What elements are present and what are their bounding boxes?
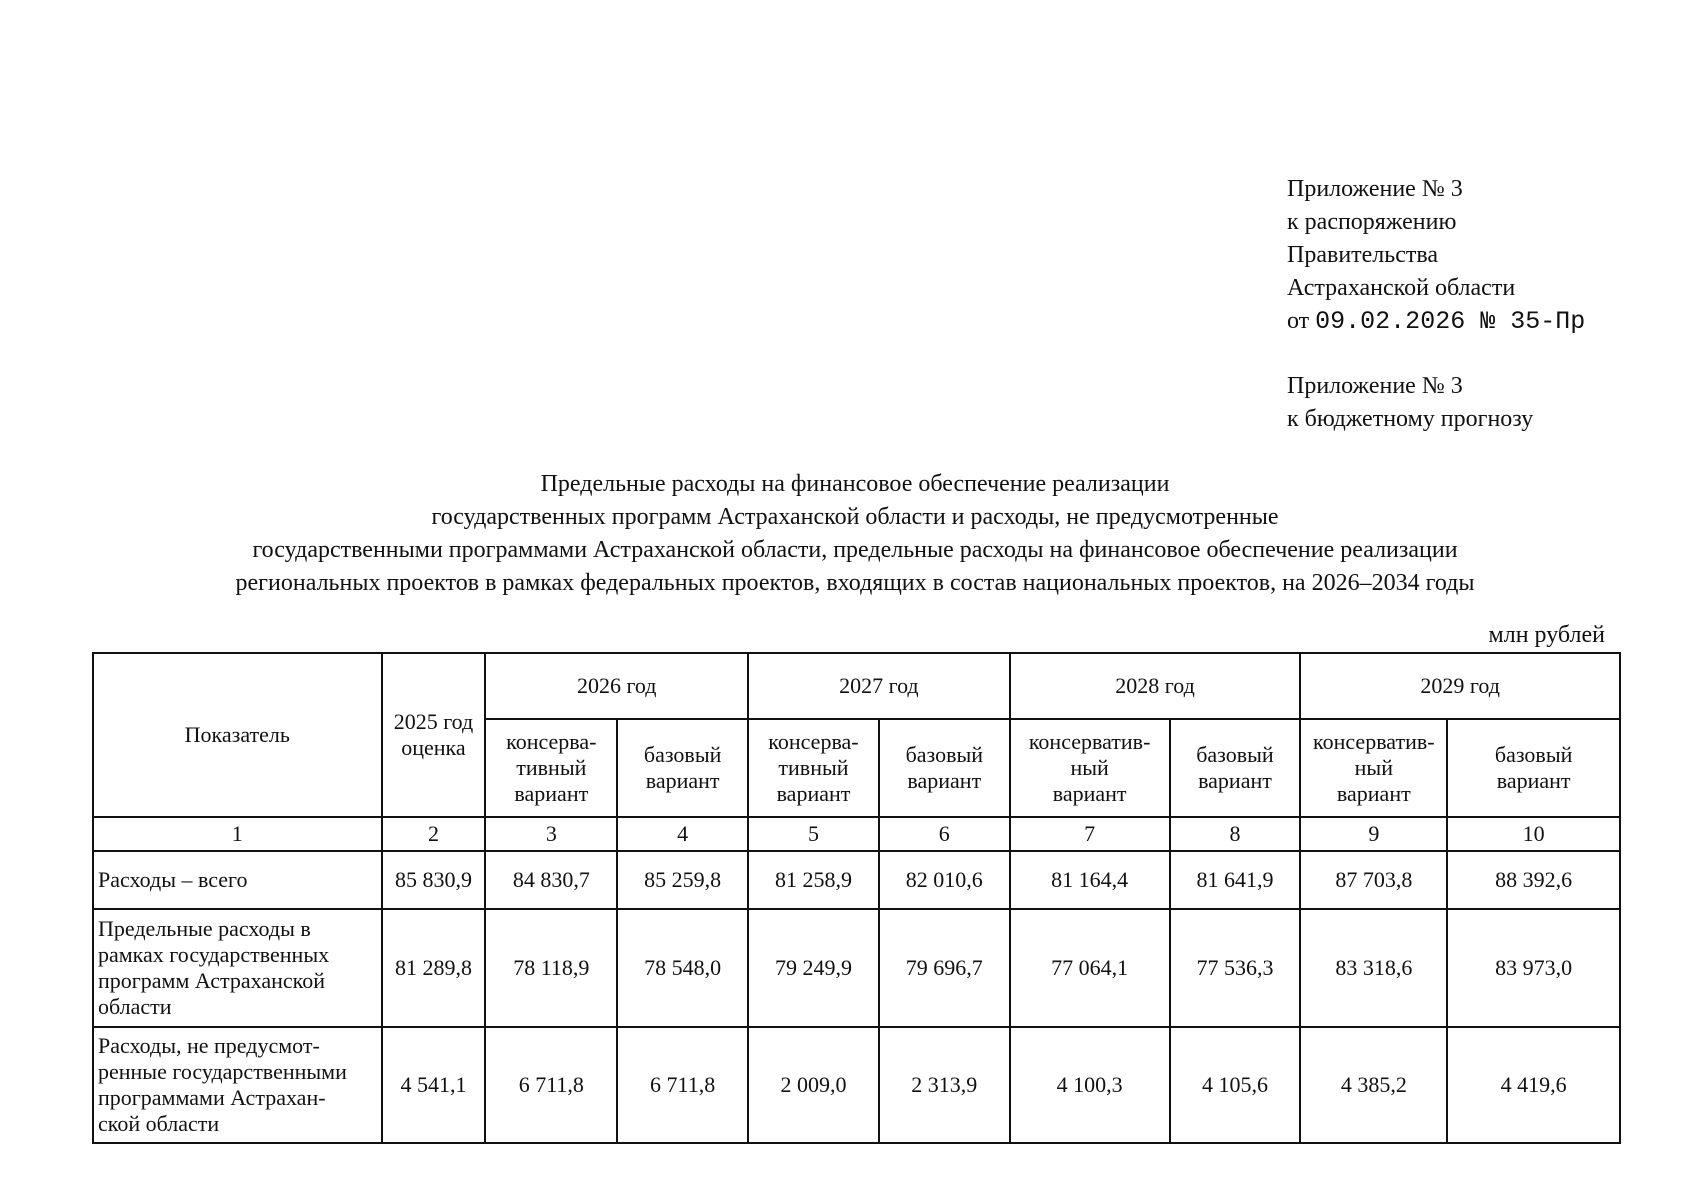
variant-line: вариант bbox=[1496, 768, 1571, 793]
header-2025-line: оценка bbox=[401, 735, 466, 760]
variant-line: ный bbox=[1070, 755, 1109, 780]
column-number-row bbox=[93, 817, 1620, 851]
variant-line: вариант bbox=[776, 781, 851, 806]
row-label bbox=[93, 1027, 382, 1143]
header-variant-2027-base bbox=[879, 719, 1010, 817]
row-label-line: ской области bbox=[98, 1111, 220, 1136]
column-number: 7 bbox=[1010, 817, 1170, 851]
variant-line: вариант bbox=[1052, 781, 1127, 806]
table-cell: 87 703,8 bbox=[1300, 851, 1447, 909]
table-cell: 79 696,7 bbox=[879, 909, 1010, 1027]
header-variant-2026-conservative bbox=[485, 719, 617, 817]
row-label-line: программами Астрахан- bbox=[98, 1085, 326, 1110]
column-number: 9 bbox=[1300, 817, 1447, 851]
variant-line: тивный bbox=[516, 755, 587, 780]
header-2025 bbox=[382, 653, 486, 817]
header-year-2029: 2029 год bbox=[1300, 653, 1620, 719]
table-cell: 4 541,1 bbox=[382, 1027, 486, 1143]
date-prefix: от bbox=[1287, 308, 1310, 334]
title-line: государственных программ Астраханской области и расходы, не предусмотренные bbox=[431, 504, 1279, 530]
document-title bbox=[95, 468, 1615, 600]
table-row-program-limits bbox=[93, 909, 1620, 1027]
appendix-line: Астраханской области bbox=[1287, 275, 1516, 301]
table-cell: 81 164,4 bbox=[1010, 851, 1170, 909]
appendix-date-line bbox=[1287, 305, 1585, 338]
table-cell: 4 100,3 bbox=[1010, 1027, 1170, 1143]
column-number: 4 bbox=[617, 817, 748, 851]
table-cell: 2 313,9 bbox=[879, 1027, 1010, 1143]
variant-line: вариант bbox=[514, 781, 589, 806]
table-cell: 85 830,9 bbox=[382, 851, 486, 909]
table-cell: 85 259,8 bbox=[617, 851, 748, 909]
table-cell: 82 010,6 bbox=[879, 851, 1010, 909]
row-label-line: Расходы, не предусмот- bbox=[98, 1033, 320, 1058]
table-cell: 77 064,1 bbox=[1010, 909, 1170, 1027]
column-number: 6 bbox=[879, 817, 1010, 851]
table-row-non-program-expenses bbox=[93, 1027, 1620, 1143]
table-cell: 88 392,6 bbox=[1447, 851, 1620, 909]
title-line: государственными программами Астраханской области, предельные расходы на финансовое обеспечение реализации bbox=[252, 537, 1458, 563]
column-number: 10 bbox=[1447, 817, 1620, 851]
appendix-line: Приложение № 3 bbox=[1287, 373, 1463, 399]
row-label-line: Предельные расходы в bbox=[98, 916, 311, 941]
table-cell: 77 536,3 bbox=[1170, 909, 1301, 1027]
row-label-line: ренные государственными bbox=[98, 1059, 347, 1084]
table-cell: 78 118,9 bbox=[485, 909, 617, 1027]
date-stamp: 09.02.2026 № 35-Пр bbox=[1315, 307, 1586, 336]
table-cell: 4 419,6 bbox=[1447, 1027, 1620, 1143]
column-number: 1 bbox=[93, 817, 382, 851]
table-row-total-expenses bbox=[93, 851, 1620, 909]
variant-line: базовый bbox=[1494, 742, 1573, 767]
header-year-2026: 2026 год bbox=[485, 653, 748, 719]
row-label bbox=[93, 851, 382, 909]
column-number: 3 bbox=[485, 817, 617, 851]
row-label-line: рамках государственных bbox=[98, 942, 330, 967]
variant-line: базовый bbox=[905, 742, 984, 767]
header-variant-2029-conservative bbox=[1300, 719, 1447, 817]
variant-line: консерватив- bbox=[1313, 729, 1435, 754]
header-variant-2027-conservative bbox=[748, 719, 879, 817]
column-number: 2 bbox=[382, 817, 486, 851]
appendix-line: Правительства bbox=[1287, 242, 1439, 268]
header-variant-2026-base bbox=[617, 719, 748, 817]
variant-line: ный bbox=[1354, 755, 1393, 780]
variant-line: базовый bbox=[1196, 742, 1274, 767]
table-cell: 4 105,6 bbox=[1170, 1027, 1301, 1143]
row-label-line: Расходы – всего bbox=[98, 867, 248, 892]
table-cell: 6 711,8 bbox=[485, 1027, 617, 1143]
budget-table bbox=[92, 652, 1621, 1144]
table-cell: 4 385,2 bbox=[1300, 1027, 1447, 1143]
variant-line: вариант bbox=[645, 768, 720, 793]
table-cell: 81 289,8 bbox=[382, 909, 486, 1027]
table-cell: 81 641,9 bbox=[1170, 851, 1301, 909]
variant-line: тивный bbox=[778, 755, 849, 780]
variant-line: вариант bbox=[1198, 768, 1272, 793]
header-year-2028: 2028 год bbox=[1010, 653, 1301, 719]
table-cell: 83 973,0 bbox=[1447, 909, 1620, 1027]
table-cell: 79 249,9 bbox=[748, 909, 879, 1027]
row-label bbox=[93, 909, 382, 1027]
title-line: Предельные расходы на финансовое обеспечение реализации bbox=[540, 471, 1170, 497]
table-cell: 78 548,0 bbox=[617, 909, 748, 1027]
variant-line: консерва- bbox=[768, 729, 859, 754]
header-year-2027: 2027 год bbox=[748, 653, 1010, 719]
appendix-line: к бюджетному прогнозу bbox=[1287, 406, 1534, 432]
variant-line: базовый bbox=[643, 742, 722, 767]
header-variant-2028-conservative bbox=[1010, 719, 1170, 817]
variant-line: консерватив- bbox=[1028, 729, 1151, 754]
table-cell: 2 009,0 bbox=[748, 1027, 879, 1143]
table-cell: 83 318,6 bbox=[1300, 909, 1447, 1027]
title-line: региональных проектов в рамках федеральных проектов, входящих в состав национальных проектов, на 2026–2034 годы bbox=[235, 570, 1475, 596]
table-cell: 6 711,8 bbox=[617, 1027, 748, 1143]
appendix-header bbox=[1287, 173, 1585, 338]
column-number: 8 bbox=[1170, 817, 1301, 851]
appendix-line: к распоряжению bbox=[1287, 209, 1457, 235]
variant-line: вариант bbox=[907, 768, 982, 793]
header-indicator: Показатель bbox=[93, 653, 382, 817]
variant-line: консерва- bbox=[506, 729, 597, 754]
appendix-forecast bbox=[1287, 370, 1533, 436]
column-number: 5 bbox=[748, 817, 879, 851]
table-cell: 81 258,9 bbox=[748, 851, 879, 909]
header-variant-2029-base bbox=[1447, 719, 1620, 817]
table-cell: 84 830,7 bbox=[485, 851, 617, 909]
header-row-years bbox=[93, 653, 1620, 719]
row-label-line: программ Астраханской bbox=[98, 968, 326, 993]
appendix-line: Приложение № 3 bbox=[1287, 176, 1463, 202]
units-label: млн рублей bbox=[1488, 622, 1605, 648]
header-variant-2028-base bbox=[1170, 719, 1301, 817]
header-2025-line: 2025 год bbox=[393, 709, 474, 734]
variant-line: вариант bbox=[1336, 781, 1411, 806]
row-label-line: области bbox=[98, 994, 172, 1019]
